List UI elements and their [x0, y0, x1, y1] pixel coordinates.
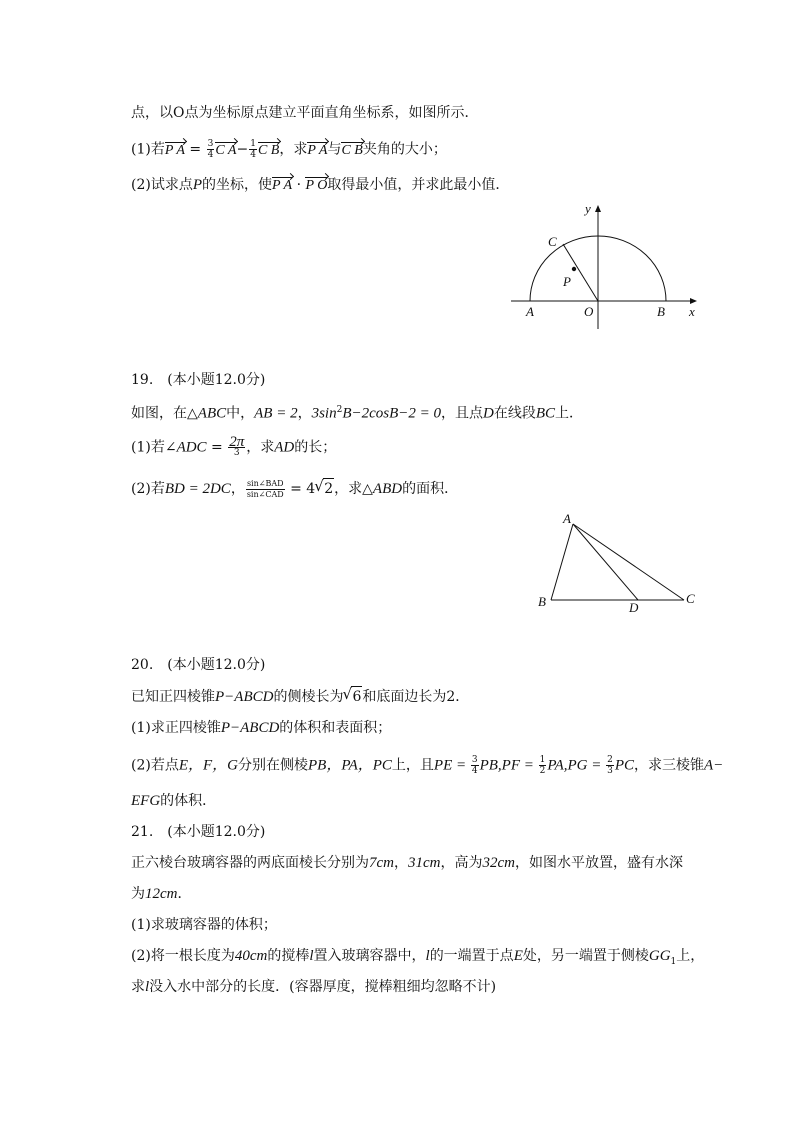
text: 中，: [226, 405, 255, 422]
label-o: O: [584, 304, 594, 319]
text: 处，另一端置于侧棱: [522, 948, 649, 964]
segment-co: [563, 244, 598, 301]
expr-pb: PB,PF =: [479, 757, 538, 774]
text: ，求三棱锥: [634, 757, 705, 774]
label-c: C: [548, 234, 557, 249]
label-p: P: [563, 274, 571, 289]
p19-question-2: [131, 478, 458, 500]
label-a: A: [526, 304, 534, 319]
p18-question-2: [131, 175, 509, 196]
minus: −: [236, 141, 249, 158]
expr-ab: AB = 2: [254, 405, 298, 422]
subscript: 1: [670, 956, 677, 967]
denominator: 4: [250, 150, 256, 160]
p20-question-2-cont: [131, 791, 216, 811]
equals: = 4: [285, 481, 316, 497]
var-l: l: [425, 948, 430, 964]
p21-question-2-cont: [131, 977, 496, 997]
value-2: 2: [446, 689, 456, 705]
var-abc: ABC: [197, 405, 227, 422]
denominator: 4: [207, 150, 214, 160]
sqrt-6: √ 6: [351, 686, 362, 707]
vector-cb: C B: [341, 141, 362, 161]
p18-continuation: 点，以O点为坐标原点建立平面直角坐标系，如图所示．: [131, 105, 479, 121]
text: 如图，在: [131, 405, 187, 422]
numerator: 1: [539, 755, 546, 765]
text: ．: [177, 886, 192, 902]
text: 取得最小值，并求此最小值．: [327, 177, 510, 193]
text: 的侧棱长为: [273, 689, 344, 705]
text: 在线段: [493, 405, 536, 422]
vector-po: P O: [305, 176, 327, 196]
label-c: C: [686, 591, 695, 606]
expr-pc: PC: [614, 757, 635, 774]
var-p: P: [192, 177, 203, 193]
text: ，求: [334, 481, 363, 497]
p20-header: 20. (本小题12.0分): [131, 657, 266, 673]
numerator: 2: [607, 755, 613, 765]
fraction-3-4: [207, 139, 215, 160]
equals: =: [206, 439, 228, 456]
text: 上，: [676, 948, 705, 964]
fraction-1-4: [249, 139, 257, 160]
point-p: [572, 267, 576, 271]
p19-header: 19. (本小题12.0分): [131, 372, 266, 388]
text: 没入水中部分的长度．(容器厚度，搅棒粗细均忽略不计): [149, 979, 497, 995]
equation-part: B−2cosB−2 = 0: [342, 405, 442, 422]
var-abd: ABD: [372, 481, 403, 497]
text: 与: [327, 141, 342, 158]
numerator: 1: [250, 139, 256, 149]
fraction-2-3: [606, 755, 614, 776]
triangle-symbol: △: [187, 405, 198, 422]
text: ，如图水平放置，盛有水深: [515, 855, 683, 871]
triangle-symbol: △: [362, 481, 373, 497]
value-7cm: 7cm: [369, 855, 394, 871]
q-label: (1)若: [131, 141, 165, 158]
text: 上．: [555, 405, 584, 422]
text: ，求: [246, 439, 275, 456]
var-efg: EFG: [131, 793, 161, 809]
fraction-3-4: [471, 755, 479, 776]
var-l: l: [309, 948, 314, 964]
p21-stem-2: [131, 884, 192, 904]
p18-question-1: [131, 139, 447, 161]
label-b: B: [657, 304, 665, 319]
p19-stem: [131, 400, 583, 424]
fraction-2pi-3: [228, 434, 245, 458]
label-d: D: [629, 600, 639, 615]
text: 上，且: [391, 757, 434, 774]
p20-question-1: [131, 718, 391, 738]
value-12cm: 12cm: [145, 886, 178, 902]
expr-bd: BD = 2DC: [164, 481, 231, 497]
text: ，求: [279, 141, 308, 158]
text: 的面积．: [402, 481, 459, 497]
text: 求: [131, 979, 145, 995]
y-axis-arrow: [595, 205, 601, 212]
text: 分别在侧棱: [238, 757, 309, 774]
text: (1)求正四棱锥: [131, 720, 221, 736]
text: ，: [394, 855, 408, 871]
text: ，且点: [441, 405, 484, 422]
fraction-sin-ratio: [246, 479, 285, 500]
label-a: A: [563, 511, 571, 526]
denominator: 3: [607, 766, 613, 776]
expr-pa: PA,PG =: [547, 757, 606, 774]
var-e: E: [513, 948, 523, 964]
label-b: B: [538, 594, 546, 609]
text: ，高为: [440, 855, 483, 871]
value-32cm: 32cm: [482, 855, 515, 871]
vector-pa: P A: [307, 141, 327, 161]
denominator: 2: [539, 766, 546, 776]
p21-question-2: [131, 946, 704, 972]
text: 夹角的大小；: [362, 141, 447, 158]
text: 为: [131, 886, 145, 902]
semicircle-figure: [505, 198, 705, 348]
p20-question-2: [131, 755, 723, 776]
vector-ca: C A: [215, 141, 236, 161]
triangle-figure: [532, 510, 707, 620]
var-d: D: [483, 405, 494, 422]
points-efg: E，F，G: [178, 757, 239, 774]
value-31cm: 31cm: [408, 855, 441, 871]
text: 的长；: [294, 439, 337, 456]
var-bc: BC: [535, 405, 556, 422]
expr-a: A−: [704, 757, 724, 774]
equals: =: [184, 141, 206, 158]
edges: PB，PA，PC: [308, 757, 392, 774]
pyramid-name: P−ABCD: [215, 689, 274, 705]
text: (1)若∠: [131, 439, 177, 456]
p19-question-1: [131, 434, 337, 458]
side-ab: [551, 524, 573, 600]
p21-stem-1: [131, 853, 683, 873]
denominator: sin∠CAD: [246, 489, 284, 499]
equation-part: 3sin: [311, 405, 337, 422]
text: (2)试求点: [131, 177, 193, 193]
text: 的体积和表面积；: [279, 720, 392, 736]
denominator: 4: [471, 766, 478, 776]
text: ，: [230, 481, 245, 497]
text: (2)将一根长度为: [131, 948, 235, 964]
fraction-1-2: [539, 755, 547, 776]
denominator: 3: [233, 448, 240, 458]
text: ，: [297, 405, 312, 422]
vector-cb: C B: [258, 141, 279, 161]
var-ad: AD: [274, 439, 295, 456]
sqrt-2: √ 2: [323, 478, 334, 499]
var-adc: ADC: [176, 439, 207, 456]
text: (2)若: [131, 481, 165, 497]
value-40cm: 40cm: [234, 948, 268, 964]
text: 置入玻璃容器中，: [313, 948, 426, 964]
text: 已知正四棱锥: [131, 689, 215, 705]
numerator: 3: [471, 755, 478, 765]
numerator: 2π: [229, 434, 245, 450]
text: 正六棱台玻璃容器的两底面棱长分别为: [131, 855, 369, 871]
numerator: sin∠BAD: [246, 478, 284, 488]
label-y: y: [585, 201, 591, 216]
label-x: x: [689, 304, 695, 319]
expr-pe: PE =: [433, 757, 470, 774]
numerator: 3: [207, 139, 214, 149]
edge-gg1: GG: [648, 948, 671, 964]
superscript: 2: [336, 405, 343, 415]
text: 的一端置于点: [429, 948, 514, 964]
pyramid-name: P−ABCD: [220, 720, 280, 736]
text: ．: [455, 689, 470, 705]
text: 的搅棒: [267, 948, 310, 964]
vector-pa: P A: [165, 141, 185, 161]
text: 的坐标，使: [202, 177, 273, 193]
text: (2)若点: [131, 757, 179, 774]
p21-header: 21. (本小题12.0分): [131, 824, 266, 840]
p21-question-1: (1)求玻璃容器的体积；: [131, 917, 277, 933]
text: 和底面边长为: [362, 689, 447, 705]
var-l: l: [145, 979, 150, 995]
dot-operator: ·: [292, 177, 306, 193]
p20-stem: [131, 686, 469, 707]
vector-pa: P A: [272, 176, 292, 196]
text: 的体积．: [160, 793, 217, 809]
